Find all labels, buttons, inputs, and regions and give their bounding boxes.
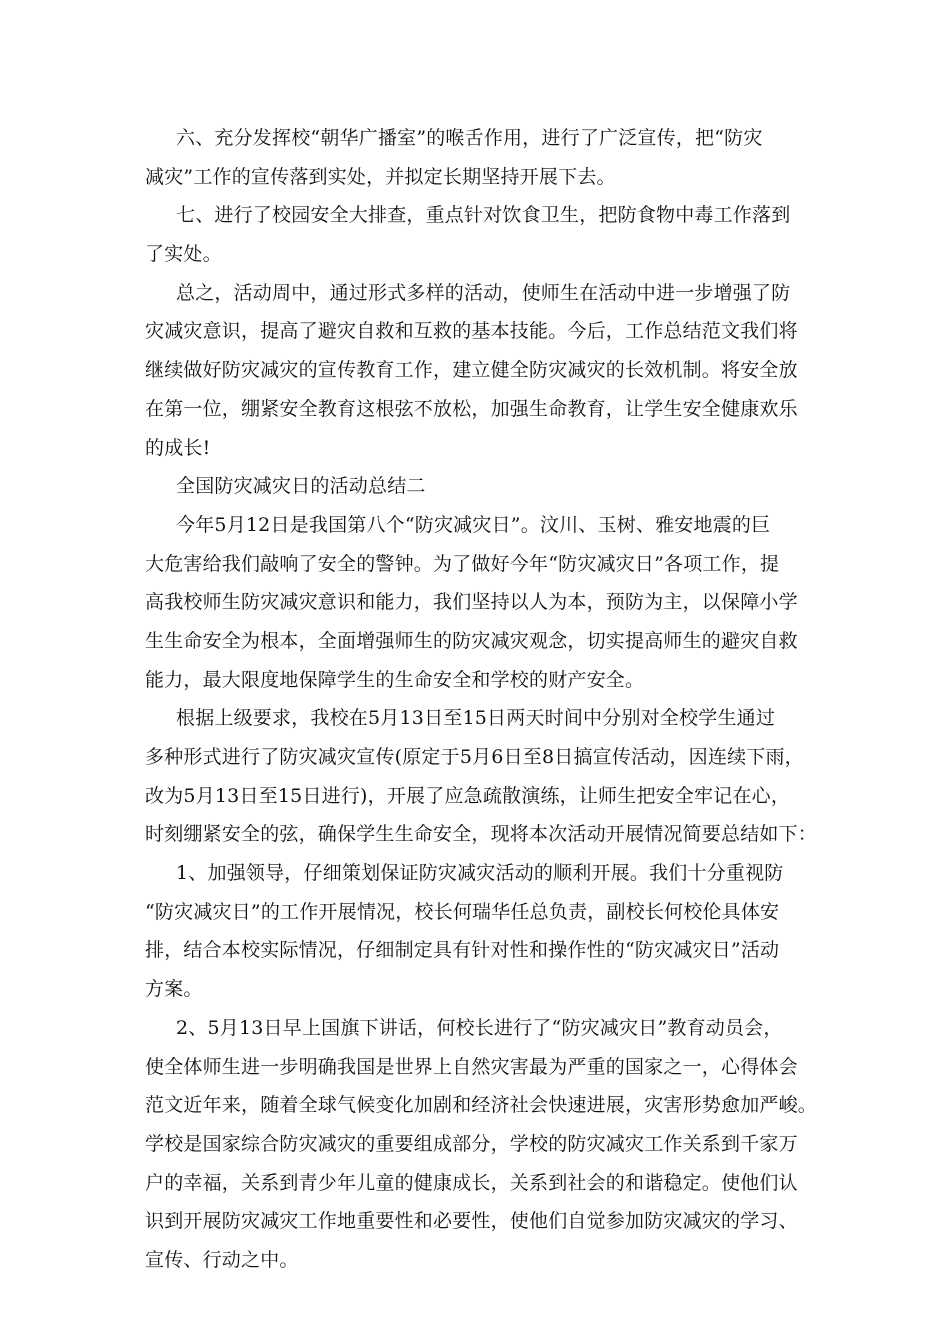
text-line: 六、充分发挥校“朝华广播室”的喉舌作用，进行了广泛宣传，把“防灾 (176, 127, 763, 149)
text-line: 今年5月12日是我国第八个“防灾减灾日”。汶川、玉树、雅安地震的巨 (176, 513, 771, 536)
text-line: 根据上级要求，我校在5月13日至15日两天时间中分别对全校学生通过 (176, 707, 776, 730)
text-line: 2、5月13日早上国旗下讲话，何校长进行了“防灾减灾日”教育动员会， (176, 1016, 783, 1039)
text-line: 多种形式进行了防灾减灾宣传(原定于5月6日至8日搞宣传活动，因连续下雨， (145, 746, 804, 768)
text-line: 改为5月13日至15日进行)，开展了应急疏散演练，让师生把安全牢记在心， (145, 784, 791, 807)
text-line: 户的幸福，关系到青少年儿童的健康成长，关系到社会的和谐稳定。使他们认 (145, 1171, 798, 1194)
text-line: 使全体师生进一步明确我国是世界上自然灾害最为严重的国家之一，心得体会 (145, 1055, 798, 1078)
text-line: 全国防灾减灾日的活动总结二 (176, 475, 426, 498)
text-line: 方案。 (145, 978, 203, 1001)
text-line: 学校是国家综合防灾减灾的重要组成部分，学校的防灾减灾工作关系到千家万 (145, 1132, 798, 1155)
text-line: 能力，最大限度地保障学生的生命安全和学校的财产安全。 (145, 668, 645, 691)
text-line: 减灾”工作的宣传落到实处，并拟定长期坚持开展下去。 (145, 165, 616, 188)
text-line: 了实处。 (145, 243, 222, 266)
text-line: 宣传、行动之中。 (145, 1248, 299, 1271)
text-line: 识到开展防灾减灾工作地重要性和必要性，使他们自觉参加防灾减灾的学习、 (145, 1210, 798, 1233)
text-line: 时刻绷紧安全的弦，确保学生生命安全，现将本次活动开展情况简要总结如下： (145, 823, 818, 846)
text-line: 的成长! (145, 436, 211, 459)
text-line: 大危害给我们敲响了安全的警钟。为了做好今年“防灾减灾日”各项工作，提 (145, 552, 780, 575)
text-line: 总之，活动周中，通过形式多样的活动，使师生在活动中进一步增强了防 (176, 281, 791, 304)
text-line: 高我校师生防灾减灾意识和能力，我们坚持以人为本，预防为主，以保障小学 (145, 591, 798, 614)
text-line: 范文近年来，随着全球气候变化加剧和经济社会快速进展，灾害形势愈加严峻。 (145, 1094, 818, 1117)
text-line: 七、进行了校园安全大排查，重点针对饮食卫生，把防食物中毒工作落到 (176, 204, 791, 227)
text-line: 生生命安全为根本，全面增强师生的防灾减灾观念，切实提高师生的避灾自救 (145, 629, 798, 652)
text-line: 灾减灾意识，提高了避灾自救和互救的基本技能。今后，工作总结范文我们将 (145, 320, 798, 343)
document-body (145, 119, 818, 1280)
text-line: 1、加强领导，仔细策划保证防灾减灾活动的顺利开展。我们十分重视防 (176, 862, 784, 885)
text-line: “防灾减灾日”的工作开展情况，校长何瑞华任总负责，副校长何校伦具体安 (145, 900, 780, 923)
text-line: 继续做好防灾减灾的宣传教育工作，建立健全防灾减灾的长效机制。将安全放 (145, 359, 798, 382)
text-line: 在第一位，绷紧安全教育这根弦不放松，加强生命教育，让学生安全健康欢乐 (145, 397, 798, 420)
text-line: 排，结合本校实际情况，仔细制定具有针对性和操作性的“防灾减灾日”活动 (145, 939, 780, 962)
